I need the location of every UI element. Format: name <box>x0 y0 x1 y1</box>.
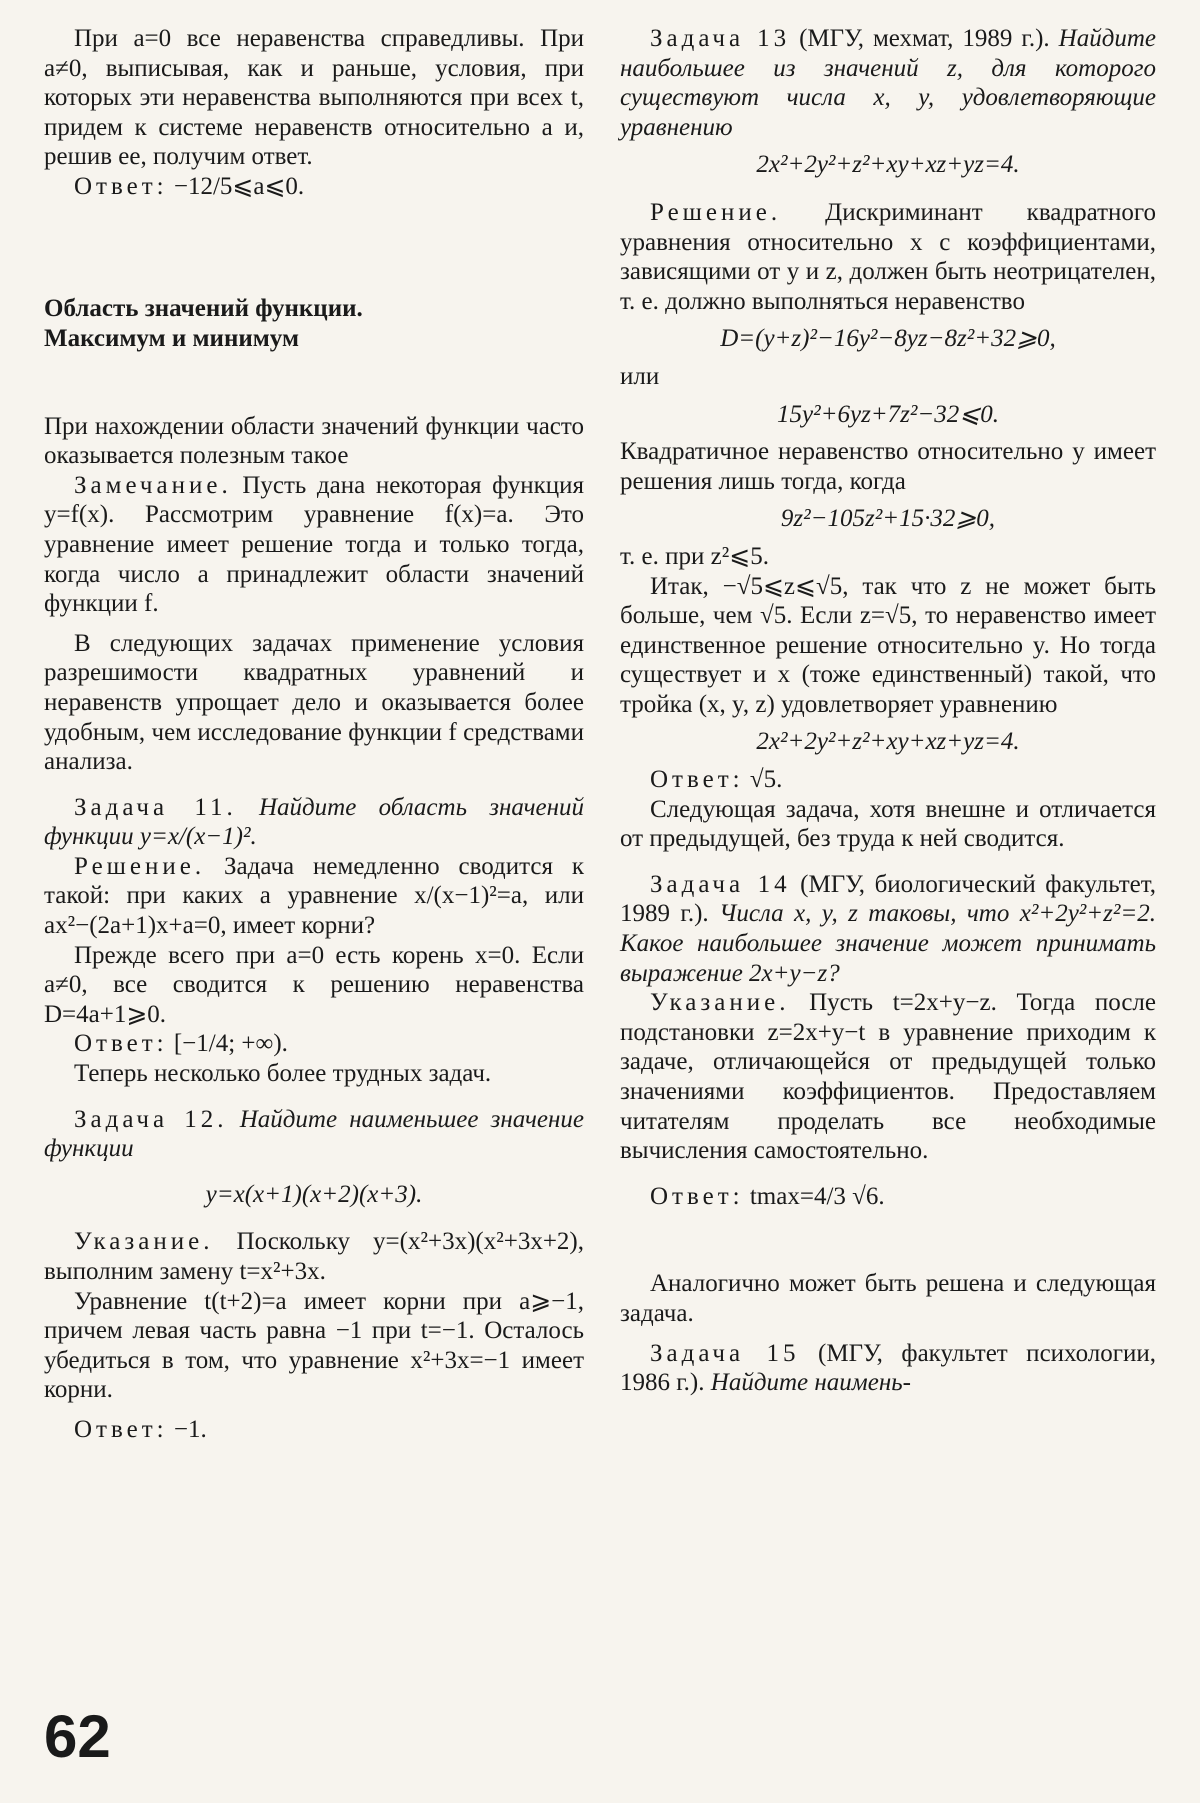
task-12-text: Найдите наименьшее значение функции <box>44 1105 585 1163</box>
task-14-answer-value: tmax=4/3 √6. <box>749 1182 885 1210</box>
task-11-solution-label: Решение. <box>74 852 206 880</box>
section-title-line-2: Максимум и минимум <box>44 324 299 352</box>
page-number: 62 <box>44 1703 111 1770</box>
task-13-answer-label: Ответ: <box>650 766 744 794</box>
task-11-answer-label: Ответ: <box>74 1030 168 1058</box>
paragraph-r1: Квадратичное неравенство относительно y имеет решения лишь тогда, когда <box>620 438 1156 495</box>
task-14 <box>620 870 1156 988</box>
task-13-answer <box>620 765 1156 795</box>
remark <box>44 471 584 619</box>
task-12-answer <box>44 1415 584 1445</box>
right-column <box>620 24 1156 1398</box>
or-word: или <box>620 362 660 390</box>
paragraph-2: В следующих задачах применение условия разрешимости квадратных уравнений и неравенств упрощает дело и оказывается более удобным, чем исследование функции f средствами анализа. <box>44 629 584 776</box>
task-12-answer-value: −1. <box>173 1415 207 1443</box>
answer-label: Ответ: <box>74 172 168 200</box>
paragraph-r4: Следующая задача, хотя внешне и отличается от предыдущей, без труда к ней сводится. <box>620 795 1156 853</box>
task-15 <box>620 1339 1156 1398</box>
task-13-solution-label: Решение. <box>650 198 782 226</box>
answer-line <box>44 172 584 202</box>
task-12-hint-text: Поскольку y=(x²+3x)(x²+3x+2), выполним замену t=x²+3x. <box>44 1228 584 1285</box>
task-11-text: Найдите область значений функции y=x/(x−1)². <box>44 793 584 851</box>
remark-text: Пусть дана некоторая функция y=f(x). Рассмотрим уравнение f(x)=a. Это уравнение имеет решение тогда и только тогда, когда число a принадлежит области значений функции f. <box>44 471 585 618</box>
task-15-source: (МГУ, факультет психологии, 1986 г.). <box>620 1339 1156 1397</box>
task-14-answer-label: Ответ: <box>650 1182 744 1210</box>
task-13-label: Задача 13 <box>650 25 791 52</box>
task-14-source: (МГУ, биологический факультет, 1989 г.). <box>620 870 1157 928</box>
task-14-label: Задача 14 <box>650 870 791 898</box>
task-14-text: Числа x, y, z таковы, что x²+2y²+z²=2. Какое наибольшее значение может принимать выражение 2x+y−z? <box>620 900 1157 987</box>
task-14-hint <box>620 988 1156 1166</box>
paragraph-1: При нахождении области значений функции часто оказывается полезным такое <box>44 412 584 470</box>
task-12-hint <box>44 1227 584 1286</box>
formula-1: D=(y+z)²−16y²−8yz−8z²+32⩾0, <box>720 325 1056 353</box>
formula-4: 2x²+2y²+z²+xy+xz+yz=4. <box>756 728 1020 756</box>
task-12-label: Задача 12. <box>74 1105 228 1133</box>
section-title-line-1: Область значений функции. <box>44 294 363 322</box>
paragraph-3: Теперь несколько более трудных задач. <box>74 1060 492 1088</box>
task-15-label: Задача 15 <box>650 1339 800 1367</box>
task-11-solution <box>44 852 584 941</box>
task-11-solution-text: Задача немедленно сводится к такой: при каких a уравнение x/(x−1)²=a, или ax²−(2a+1)x+a=0, имеет корни? <box>44 852 585 940</box>
task-11-answer <box>44 1029 584 1059</box>
task-14-hint-text: Пусть t=2x+y−z. Тогда после подстановки z=2x+y−t в уравнение приходим к задаче, отличающейся от предыдущей только значениями коэффициентов. Предоставляем читателям проделать все необходимые вычисления самостоятельно. <box>620 989 1157 1165</box>
task-13-text: Найдите наибольшее из значений z, для которого существуют числа x, y, удовлетворяющие уравнению <box>620 25 1156 141</box>
formula-3: 9z²−105z²+15·32⩾0, <box>780 505 996 533</box>
paragraph-r3: Итак, −√5⩽z⩽√5, так что z не может быть больше, чем √5. Если z=√5, то неравенство имеет единственное решение относительно y. Но тогда существует и x (тоже единственный) такой, что тройка (x, y, z) удовлетворяет уравнению <box>620 572 1156 718</box>
task-13-source: (МГУ, мехмат, 1989 г.). <box>799 25 1050 52</box>
task-13-answer-value: √5. <box>749 766 783 794</box>
task-12-formula: y=x(x+1)(x+2)(x+3). <box>205 1180 423 1208</box>
task-13-formula: 2x²+2y²+z²+xy+xz+yz=4. <box>756 151 1020 179</box>
answer-value: −12/5⩽a⩽0. <box>173 172 305 200</box>
task-13-solution <box>620 198 1156 316</box>
task-11-label: Задача 11. <box>74 793 237 821</box>
task-11-answer-value: [−1/4; +∞). <box>173 1030 288 1058</box>
task-12-answer-label: Ответ: <box>74 1415 168 1443</box>
task-11 <box>44 793 584 852</box>
task-13-solution-text: Дискриминант квадратного уравнения относительно x с коэффициентами, зависящими от y и z, должен быть неотрицателен, т. е. должно выполняться неравенство <box>620 198 1157 315</box>
paragraph-r2: т. е. при z²⩽5. <box>620 542 769 570</box>
task-11-paragraph: Прежде всего при a=0 есть корень x=0. Если a≠0, все сводится к решению неравенства D=4a+1⩾0. <box>44 941 584 1028</box>
task-12-paragraph: Уравнение t(t+2)=a имеет корни при a⩾−1, причем левая часть равна −1 при t=−1. Осталось убедиться в том, что уравнение x²+3x=−1 имеет корни. <box>44 1287 584 1404</box>
task-12-hint-label: Указание. <box>74 1228 214 1256</box>
task-15-text: Найдите наимень- <box>710 1369 911 1397</box>
remark-label: Замечание. <box>74 471 232 499</box>
task-13 <box>620 24 1156 142</box>
intro-paragraph: При a=0 все неравенства справедливы. При a≠0, выписывая, как и раньше, условия, при которых эти неравенства выполняются при всех t, придем к системе неравенств относительно a и, решив ее, получим ответ. <box>44 25 584 171</box>
task-14-answer <box>620 1182 1156 1212</box>
left-column <box>44 24 584 1445</box>
task-12 <box>44 1105 584 1164</box>
formula-2: 15y²+6yz+7z²−32⩽0. <box>777 400 999 428</box>
task-14-hint-label: Указание. <box>650 989 790 1017</box>
paragraph-r5: Аналогично может быть решена и следующая задача. <box>620 1270 1156 1327</box>
